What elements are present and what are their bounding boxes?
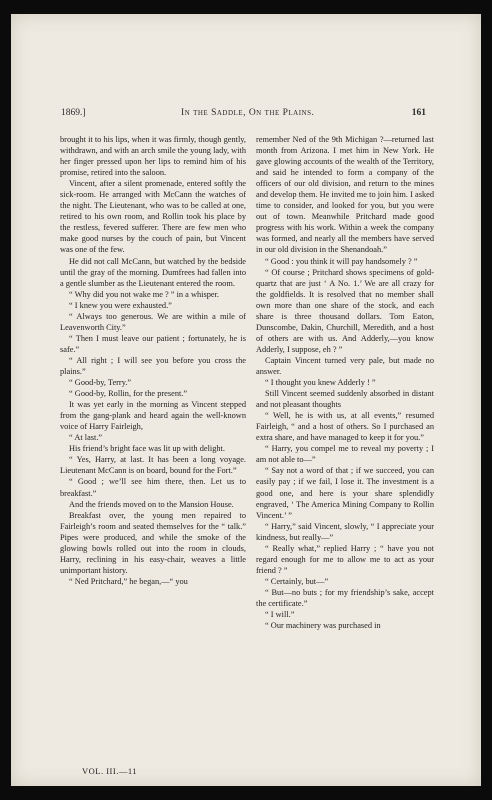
paragraph: “ I knew you were exhausted.” — [69, 300, 172, 310]
paragraph: Vincent, after a silent promenade, entered softly the sick-room. He arranged with McCann the watches of the night. The Lieutenant, who was to be called at one, retired to his own room, and Rollin took his place by the restless, fevered sufferer. There are few men who make good nurses by the couch of pain, but Vincent was one of the few. — [60, 179, 246, 255]
paragraph: “ Good-by, Rollin, for the present.” — [69, 389, 188, 399]
paragraph: “ I will.” — [265, 610, 295, 620]
paragraph: remember Ned of the 9th Michigan ?—returned last month from Arizona. I met him in New York. He gave glowing accounts of the wealth of the Territory, and said he intended to form a company of the officers of our old division, and return to the mines and develop them. He invited me to join him. I asked time to consider, and looked for you, but you were out of town. Meanwhile Pritchard made good progress with his work. Within a week the company was formed, and nearly all the members have served in our old division in the Shenandoah.” — [256, 135, 434, 255]
paragraph: “ Really what,” replied Harry ; “ have you not regard enough for me to allow me to act as your friend ? ” — [256, 543, 434, 575]
paragraph: Still Vincent seemed suddenly absorbed in distant and not pleasant thoughts — [256, 389, 434, 410]
scanned-page — [11, 14, 481, 786]
paragraph: “ Ned Pritchard,” he began,—“ you — [69, 576, 188, 586]
paragraph: “ Then I must leave our patient ; fortunately, he is safe.” — [60, 333, 246, 354]
paragraph: “ Well, he is with us, at all events,” resumed Fairleigh, “ and a host of others. So I purchased an extra share, and have managed to keep it for you.” — [256, 411, 434, 443]
paragraph: It was yet early in the morning as Vincent stepped from the gang-plank and heard again the well-known voice of Harry Fairleigh, — [60, 400, 246, 432]
paragraph: His friend’s bright face was lit up with delight. — [69, 444, 225, 454]
paragraph: “ Harry,” said Vincent, slowly, “ I appreciate your kindness, but really—” — [256, 521, 434, 542]
paragraph: “ But—no buts ; for my friendship’s sake, accept the certificate.” — [256, 587, 434, 608]
page-number: 161 — [411, 108, 426, 118]
right-column — [256, 134, 434, 631]
paragraph: And the friends moved on to the Mansion House. — [69, 499, 234, 509]
paragraph: “ All right ; I will see you before you cross the plains.” — [60, 355, 246, 376]
left-column — [60, 134, 246, 587]
paragraph: “ Why did you not wake me ? ” in a whisper. — [69, 289, 219, 299]
paragraph: “ Always too generous. We are within a mile of Leavenworth City.” — [60, 311, 246, 332]
paragraph: “ Certainly, but—” — [265, 576, 329, 586]
paragraph: “ Yes, Harry, at last. It has been a long voyage. Lieutenant McCann is on board, bound for the Fort.” — [60, 455, 246, 476]
header-title: In the Saddle, On the Plains. — [181, 108, 315, 118]
paragraph: “ Our machinery was purchased in — [265, 621, 381, 631]
paragraph: He did not call McCann, but watched by the bedside until the gray of the morning. Dumfrees had fallen into a gentle slumber as the Lieutenant entered the room. — [60, 256, 246, 288]
paragraph: “ Say not a word of that ; if we succeed, you can easily pay ; if we fail, I lose it. The investment is a good one, and here is your share splendidly engraved, ‘ The America Mining Company to Rollin Vincent.’ ” — [256, 466, 434, 520]
paragraph: Breakfast over, the young men repaired to Fairleigh’s room and seated themselves for the “ talk.” Pipes were produced, and while the smoke of the glowing bowls rolled out into the room in clouds, Harry, reclining in his easy-chair, weaves a little unimportant history. — [60, 510, 246, 575]
volume-signature: VOL. III.—11 — [82, 766, 138, 776]
paragraph: “ I thought you knew Adderly ! ” — [265, 378, 376, 388]
header-year: 1869.] — [61, 108, 86, 118]
paragraph: “ Good ; we’ll see him there, then. Let us to breakfast.” — [60, 477, 246, 498]
paragraph: “ Good-by, Terry.” — [69, 378, 132, 388]
paragraph: “ Harry, you compel me to reveal my poverty ; I am not able to—” — [256, 444, 434, 465]
paragraph: Captain Vincent turned very pale, but made no answer. — [256, 355, 434, 376]
paragraph: “ Good : you think it will pay handsomely ? ” — [265, 256, 418, 266]
paragraph: brought it to his lips, when it was firmly, though gently, withdrawn, and with an arch smile the young lady, with her finger pressed upon her lips to remind him of his promise, retired into the saloon. — [60, 135, 246, 178]
running-header — [11, 108, 481, 122]
paragraph: “ Of course ; Pritchard shows specimens of gold-quartz that are just ‘ A No. 1.’ We are all crazy for the goldfields. It is resolved that no member shall own more than one share of the stock, and each share is three thousand dollars. Tom Eaton, Dunscombe, Dakin, Churchill, Meredith, and a host of others are with us. And Adderly,—you know Adderly, I suppose, eh ? ” — [256, 267, 434, 354]
paragraph: “ At last.” — [69, 433, 103, 443]
